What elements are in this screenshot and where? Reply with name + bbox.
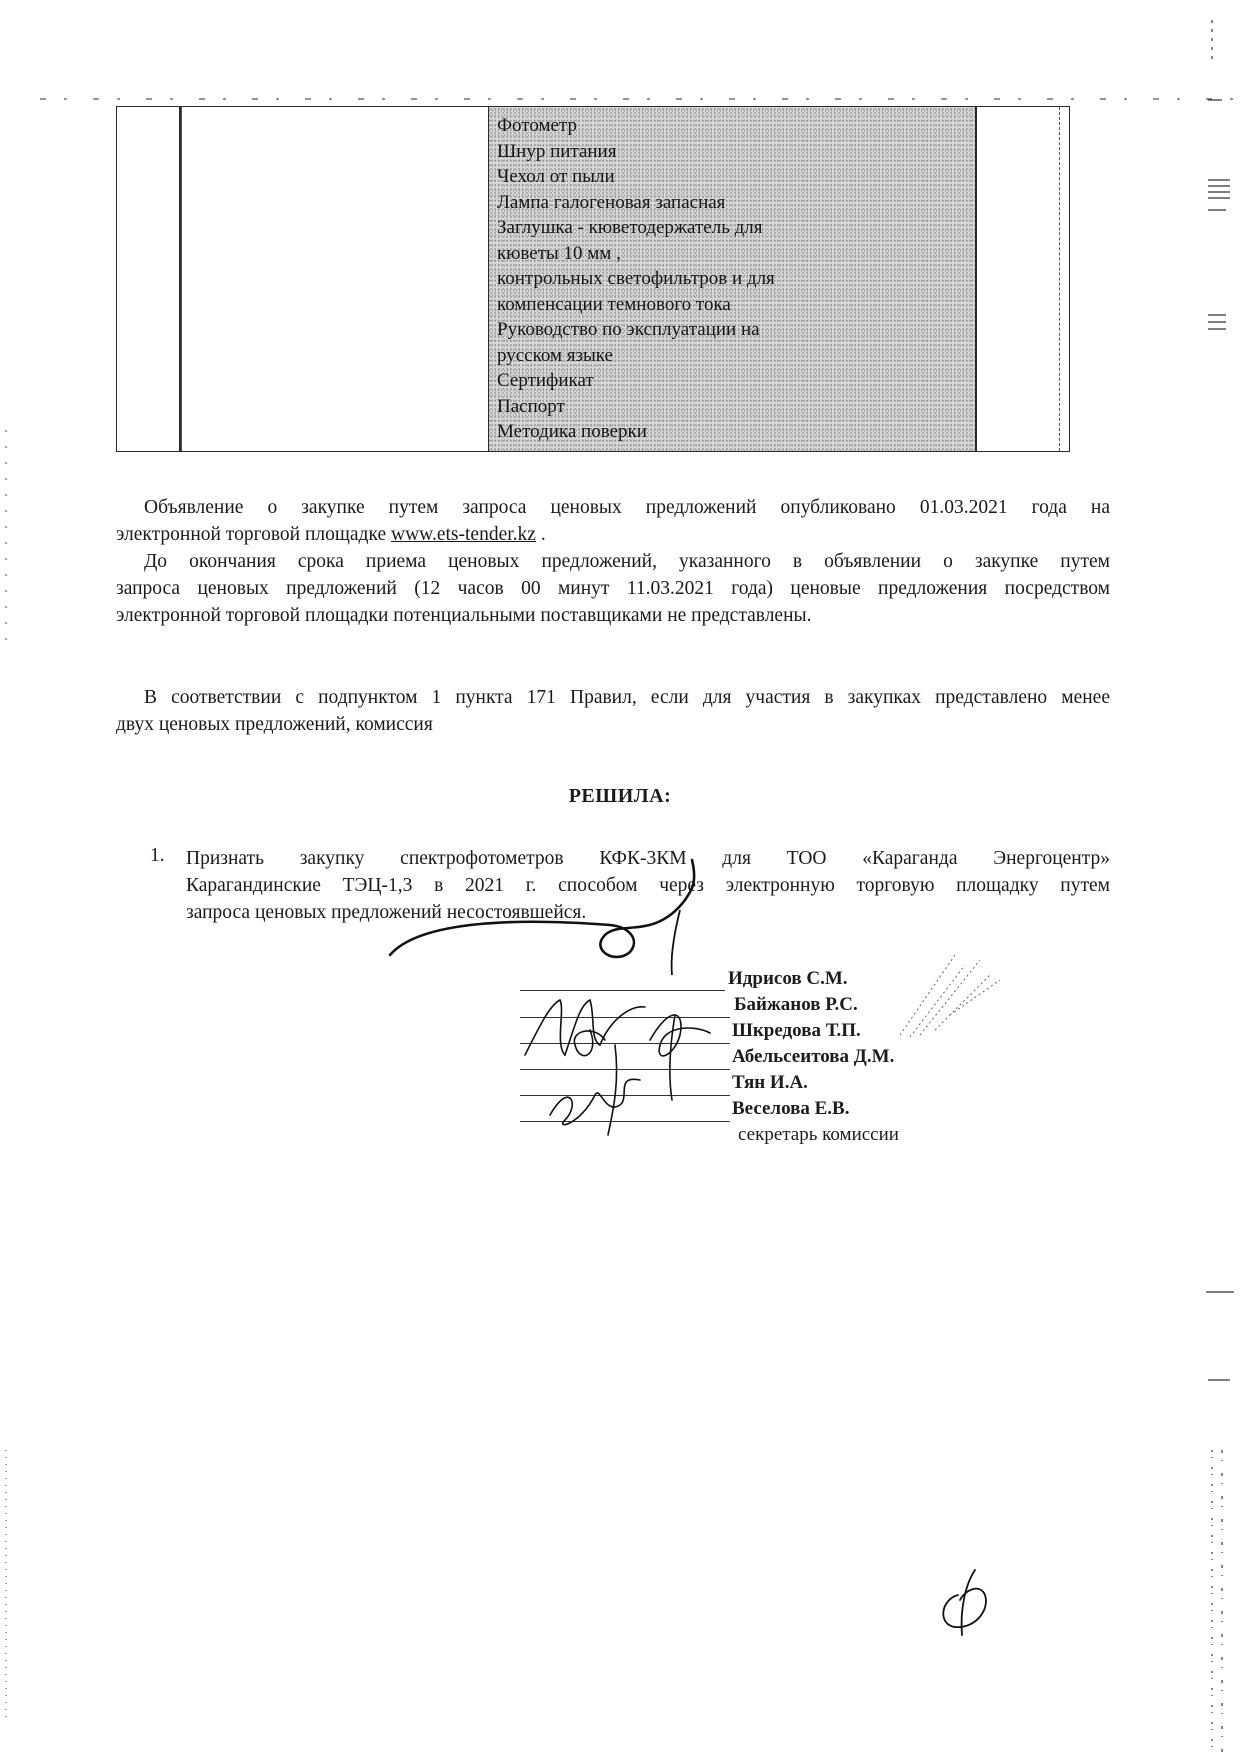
decision-line: запроса ценовых предложений несостоявшейся.	[186, 902, 587, 923]
member-name: Тян И.А.	[732, 1072, 808, 1093]
list-item: Заглушка - кюветодержатель для	[497, 217, 763, 238]
list-item: компенсации темнового тока	[497, 293, 731, 315]
member-name: Веселова Е.В.	[732, 1098, 850, 1119]
rule-paragraph	[116, 684, 1110, 738]
scan-left-marks	[0, 0, 14, 1754]
website-link[interactable]: www.ets-tender.kz	[391, 524, 536, 545]
rule-line: двух ценовых предложений, комиссия	[116, 714, 433, 735]
list-item: Чехол от пыли	[497, 166, 615, 187]
announcement-line	[116, 521, 1110, 548]
list-item: контрольных светофильтров и для	[497, 268, 775, 289]
member-name: Идрисов С.М.	[728, 968, 848, 989]
member-name: Байжанов Р.С.	[734, 994, 858, 1015]
secretary-note: секретарь комиссии	[738, 1124, 899, 1145]
decision-number: 1.	[150, 845, 165, 866]
list-item: русском языке	[497, 344, 613, 366]
deadline-line: электронной торговой площадки потенциальными поставщиками не представлены.	[116, 605, 812, 626]
list-item: Фотометр	[497, 115, 577, 136]
rule-line: В соответствии с подпунктом 1 пункта 171 Правил, если для участия в закупках представлено менее	[144, 687, 1110, 708]
equipment-table	[116, 106, 1070, 452]
equipment-list	[497, 113, 967, 445]
commission-members	[728, 966, 899, 1148]
member-name: Шкредова Т.П.	[732, 1020, 861, 1041]
page-initial-mark	[930, 1565, 1000, 1640]
decision-line: Карагандинские ТЭЦ-1,3 в 2021 г. способом через электронную торговую площадку путем	[186, 875, 1110, 896]
table-column-divider	[1059, 107, 1060, 451]
scan-dash-line	[40, 96, 1240, 102]
list-item: Руководство по эксплуатации на	[497, 319, 760, 340]
list-item: кюветы 10 мм ,	[497, 242, 621, 264]
table-column-divider	[181, 107, 182, 451]
member-name: Абельсеитова Д.М.	[732, 1046, 895, 1067]
scan-edge-marks	[1200, 0, 1240, 1754]
deadline-line: запроса ценовых предложений (12 часов 00 минут 11.03.2021 года) ценовые предложения посредством	[116, 578, 1110, 599]
faint-signature	[895, 945, 1005, 1045]
list-item: Лампа галогеновая запасная	[497, 191, 726, 213]
decision-line: Признать закупку спектрофотометров КФК-3КМ для ТОО «Караганда Энергоцентр»	[186, 848, 1110, 869]
announcement-text: электронной торговой площадке	[116, 524, 391, 545]
announcement-line: Объявление о закупке путем запроса ценовых предложений опубликовано 01.03.2021 года на	[144, 497, 1110, 518]
announcement-text: .	[535, 524, 546, 545]
deadline-line: До окончания срока приема ценовых предложений, указанного в объявлении о закупке путем	[144, 551, 1110, 572]
table-column-divider	[975, 107, 977, 451]
list-item: Шнур питания	[497, 140, 617, 162]
list-item: Методика поверки	[497, 421, 647, 442]
decision-heading: РЕШИЛА:	[568, 785, 672, 807]
announcement-paragraph	[116, 494, 1110, 548]
member-signatures	[520, 985, 720, 1135]
chairman-signature	[380, 880, 720, 980]
deadline-paragraph	[116, 548, 1110, 629]
list-item: Сертификат	[497, 370, 594, 391]
list-item: Паспорт	[497, 395, 565, 417]
